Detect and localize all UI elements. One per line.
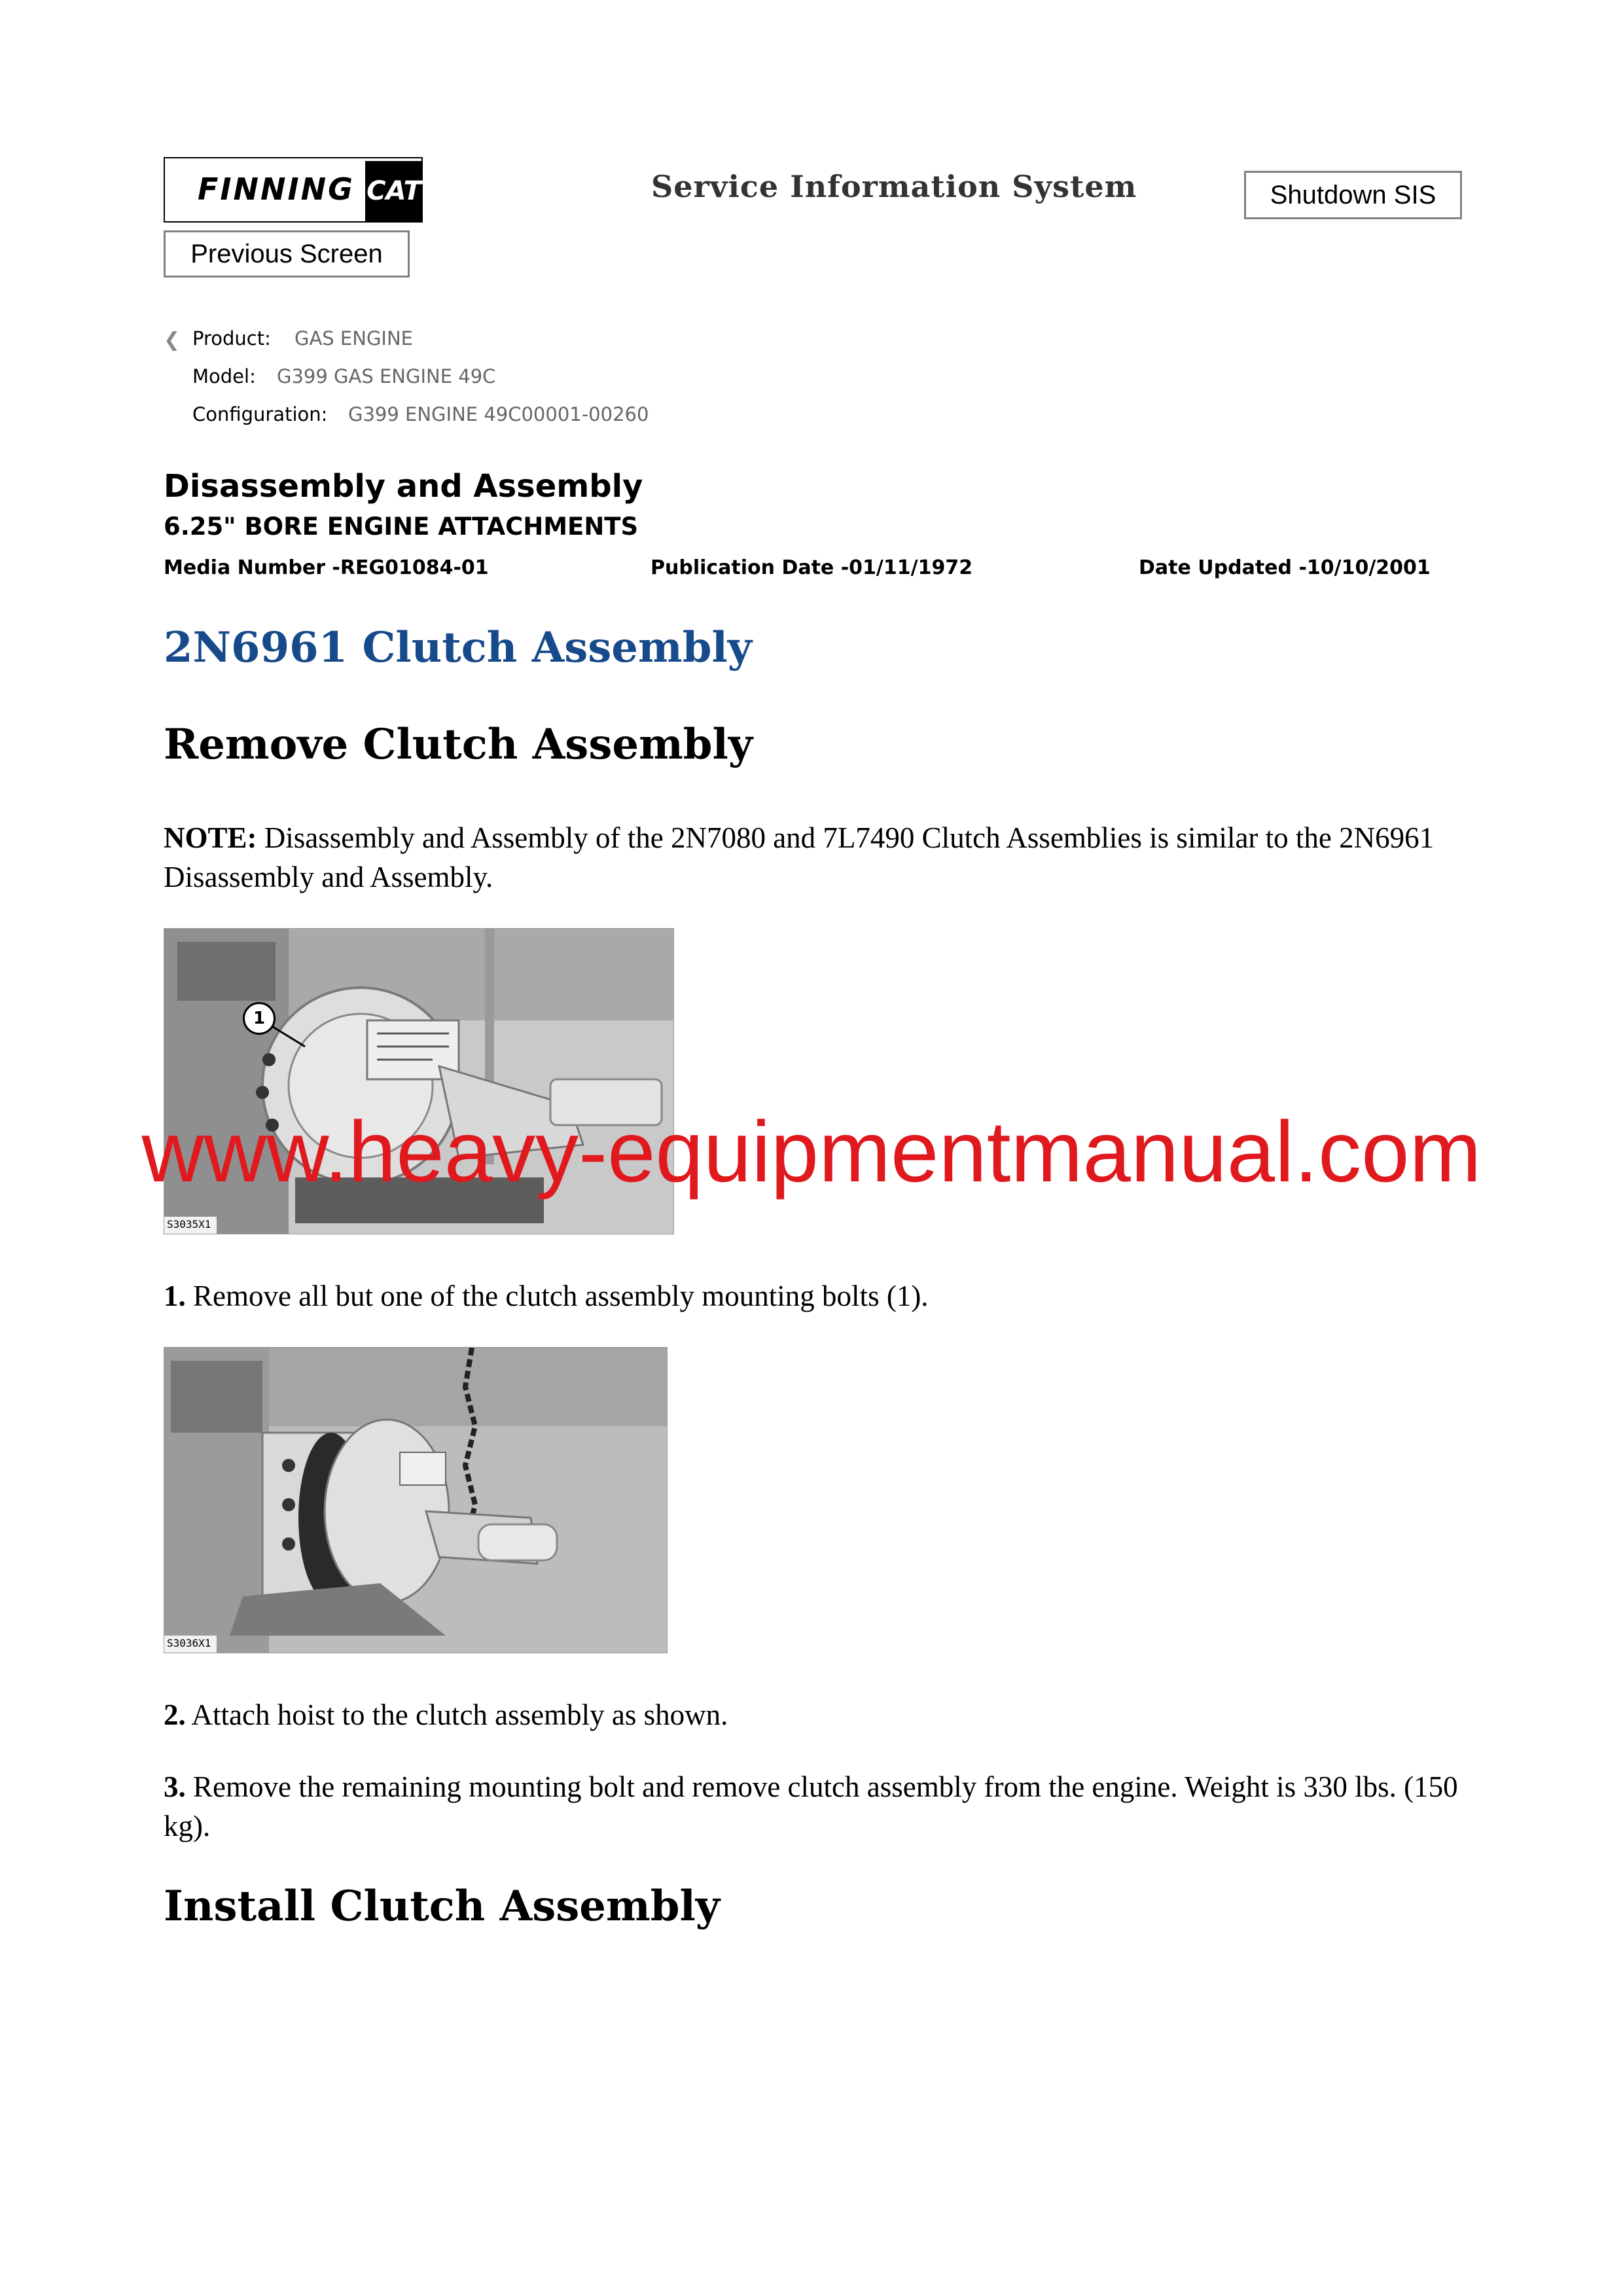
media-number: Media Number -REG01084-01 bbox=[164, 556, 489, 579]
step-3-text: Remove the remaining mounting bolt and remove clutch assembly from the engine. Weight is 330 lbs. (150 kg). bbox=[164, 1770, 1458, 1842]
remove-heading: Remove Clutch Assembly bbox=[164, 720, 753, 769]
step-3-number: 3. bbox=[164, 1770, 186, 1803]
step-2-text: Attach hoist to the clutch assembly as shown. bbox=[185, 1698, 728, 1731]
watermark-text: www.heavy-equipmentmanual.com bbox=[141, 1103, 1482, 1200]
photo-1-code: S3035X1 bbox=[167, 1218, 211, 1230]
clutch-photo-2-illustration bbox=[164, 1348, 668, 1653]
previous-screen-button[interactable]: Previous Screen bbox=[164, 230, 410, 278]
step-3 bbox=[164, 1767, 1466, 1846]
step-2 bbox=[164, 1695, 1466, 1734]
product-value: GAS ENGINE bbox=[294, 327, 413, 350]
back-arrow-icon[interactable]: ❮ bbox=[164, 329, 181, 351]
step-1-text: Remove all but one of the clutch assembly mounting bolts (1). bbox=[185, 1280, 929, 1312]
model-label: Model: bbox=[192, 365, 256, 387]
install-heading: Install Clutch Assembly bbox=[164, 1882, 720, 1931]
configuration-label: Configuration: bbox=[192, 403, 328, 425]
note-label: NOTE: bbox=[164, 821, 257, 854]
note-text: Disassembly and Assembly of the 2N7080 and 7L7490 Clutch Assemblies is similar to the 2N6961 Disassembly and Assembly. bbox=[164, 821, 1435, 893]
step-1 bbox=[164, 1276, 1466, 1316]
configuration-value: G399 ENGINE 49C00001-00260 bbox=[348, 403, 649, 425]
clutch-photo-2 bbox=[164, 1347, 668, 1653]
step-2-number: 2. bbox=[164, 1698, 186, 1731]
finning-logo-text: FINNING bbox=[198, 171, 355, 207]
publication-date: Publication Date -01/11/1972 bbox=[651, 556, 973, 579]
system-title: Service Information System bbox=[651, 169, 1137, 204]
step-1-number: 1. bbox=[164, 1280, 186, 1312]
cat-logo: CAT bbox=[365, 161, 423, 221]
date-updated: Date Updated -10/10/2001 bbox=[1139, 556, 1431, 579]
photo-2-code: S3036X1 bbox=[167, 1637, 211, 1649]
note-paragraph bbox=[164, 818, 1466, 897]
callout-1: 1 bbox=[243, 1002, 276, 1035]
product-label: Product: bbox=[192, 327, 271, 350]
section-subtitle: 6.25" BORE ENGINE ATTACHMENTS bbox=[164, 512, 639, 541]
model-value: G399 GAS ENGINE 49C bbox=[277, 365, 496, 387]
shutdown-sis-button[interactable]: Shutdown SIS bbox=[1244, 171, 1462, 219]
section-title: Disassembly and Assembly bbox=[164, 468, 643, 505]
document-title: 2N6961 Clutch Assembly bbox=[164, 623, 752, 672]
